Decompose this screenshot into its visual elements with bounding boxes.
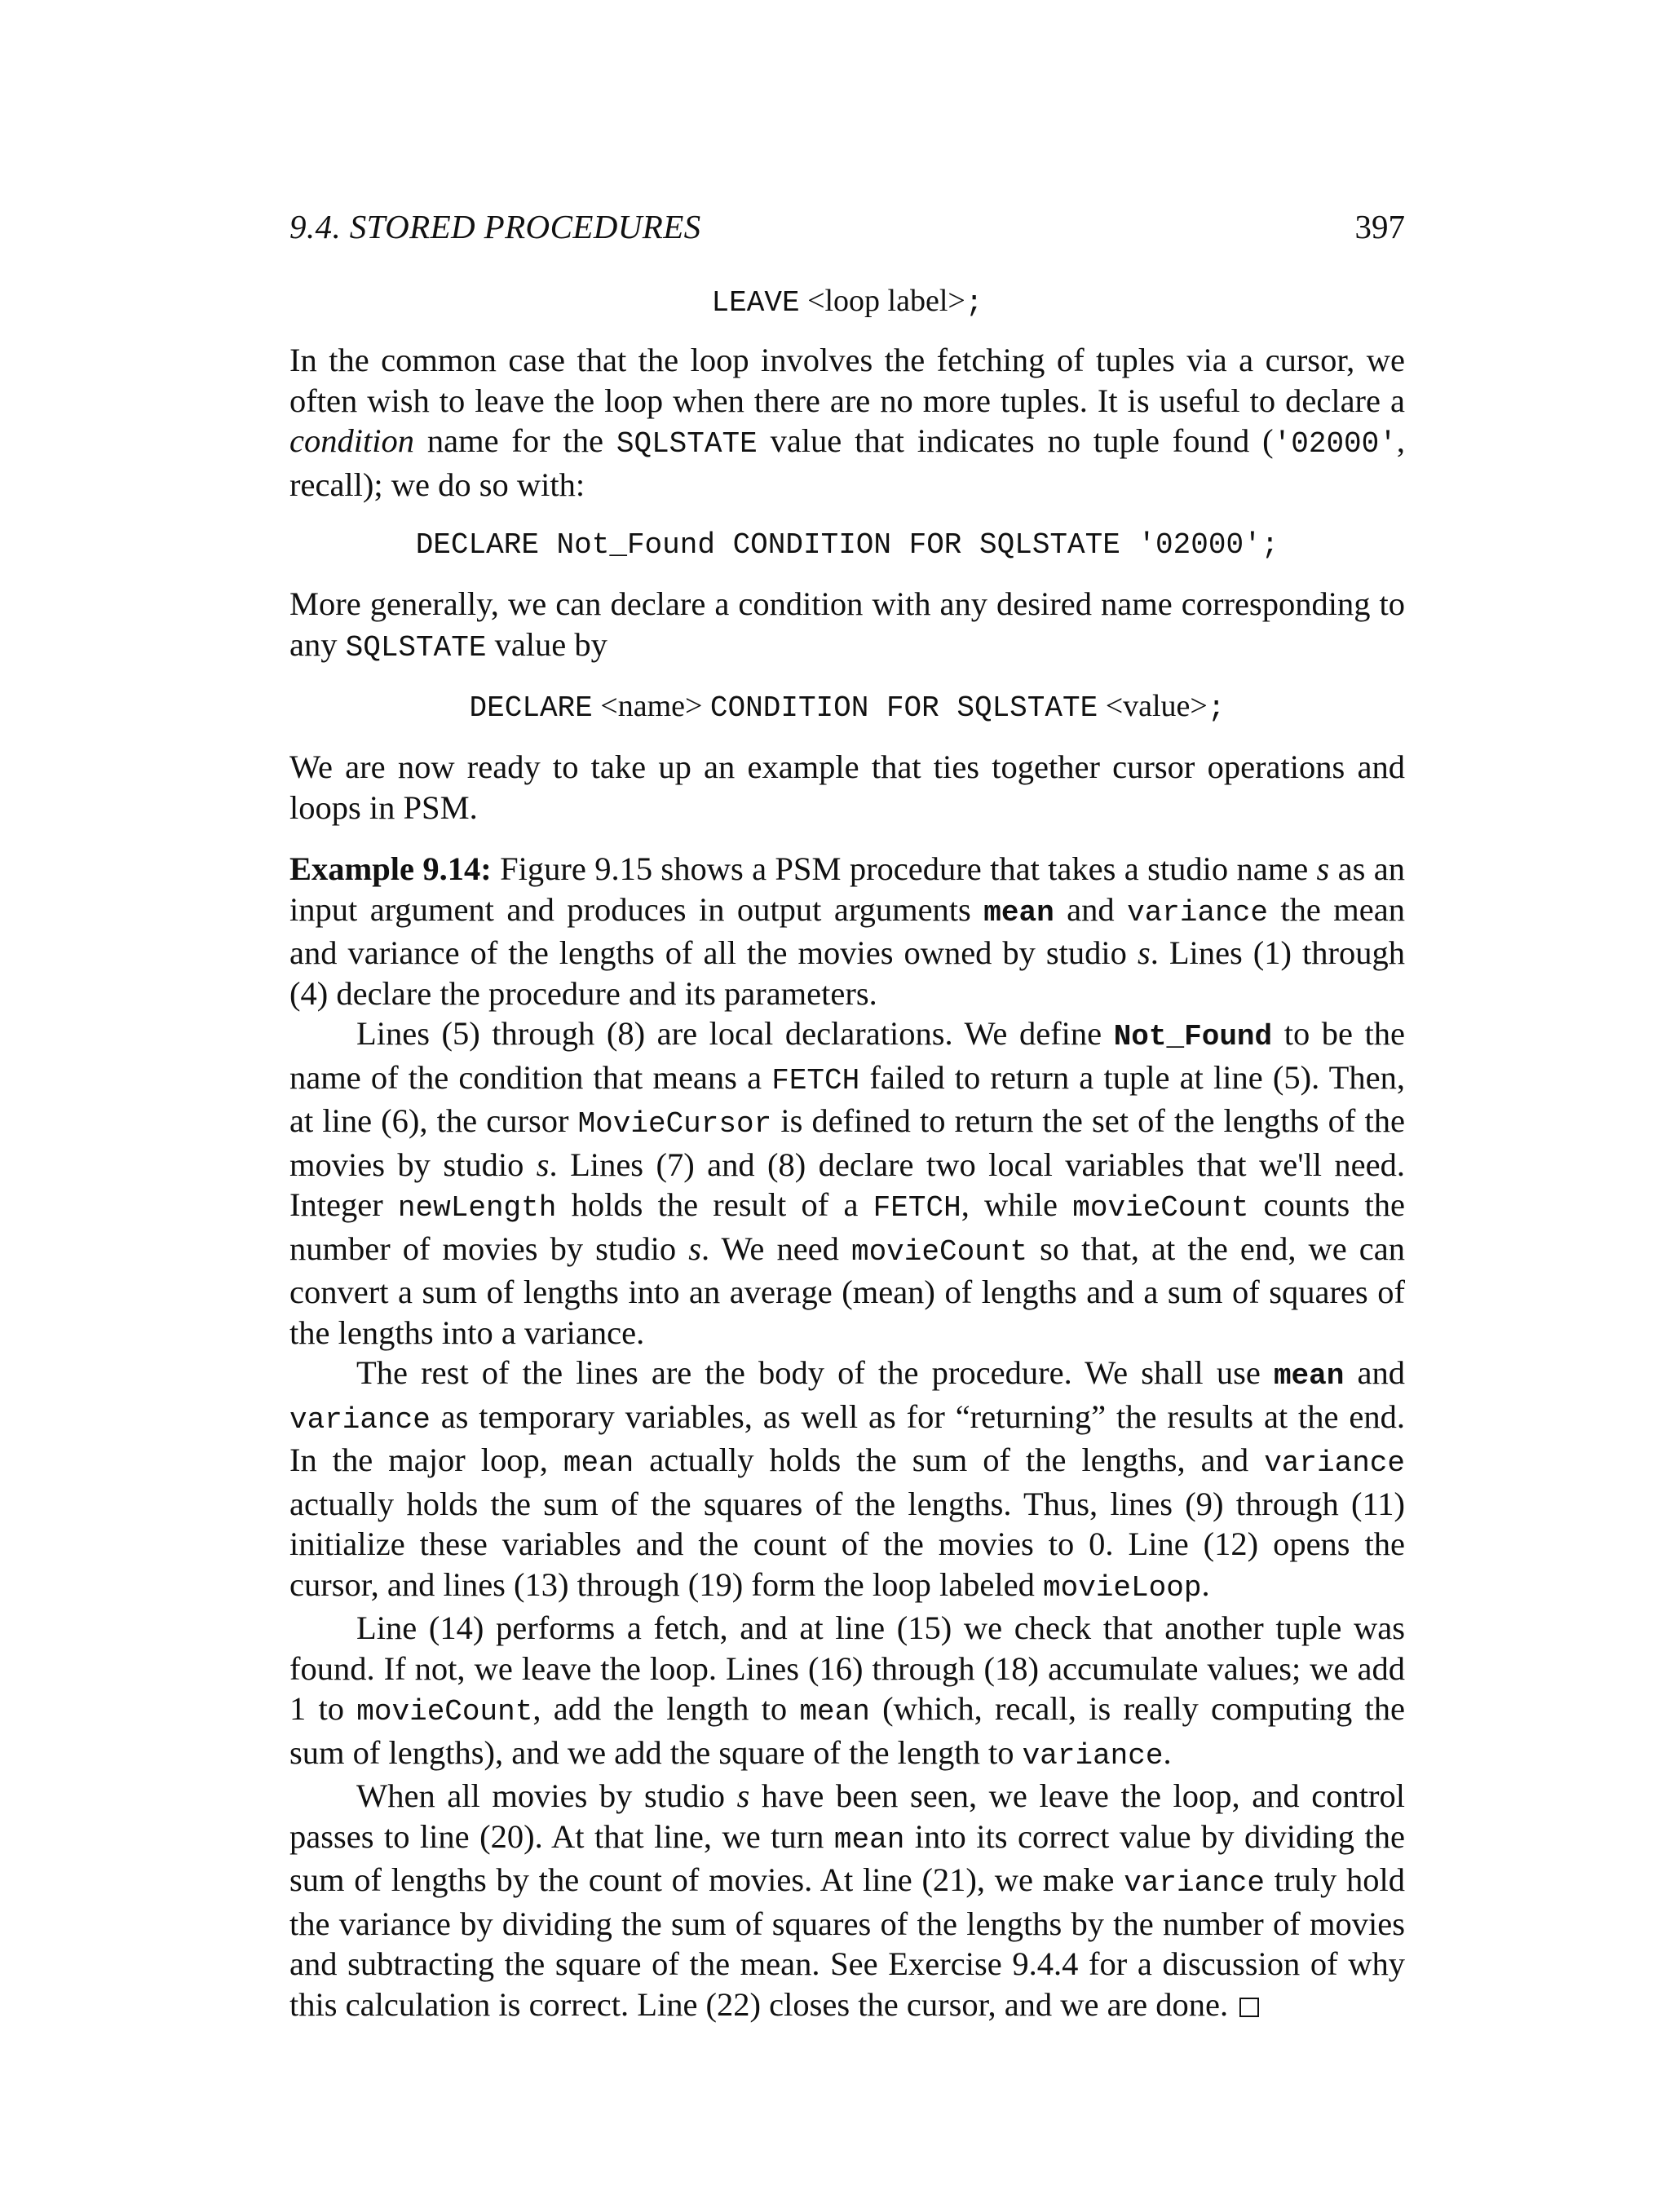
text-run: , recall); we do so with: [289, 422, 1405, 503]
text-run: Figure 9.15 shows a PSM procedure that takes a studio name [491, 850, 1317, 887]
code-term: mean [563, 1446, 634, 1480]
text-run: and [1344, 1354, 1405, 1391]
leave-statement-display [289, 280, 1405, 324]
code-term: movieLoop [1043, 1570, 1202, 1605]
code-term: FETCH [873, 1191, 961, 1225]
text-run: holds the result of a [556, 1186, 873, 1223]
paragraph-cursor-condition [289, 340, 1405, 505]
text-run: Line (14) performs a fetch, and at line (15) we check that another tuple was found. If not, we leave the loop. Lines (16) through (18) accumulate values; we add 1 to [289, 1609, 1405, 1727]
code-term: '02000' [1273, 427, 1397, 461]
statement-terminator: ; [965, 286, 983, 320]
code-term: newLength [397, 1191, 557, 1225]
text-run: have been seen, we leave the loop, and control passes to line (20). At that line, we turn [289, 1777, 1405, 1855]
text-run: truly hold the variance by dividing the sum of squares of the lengths by the number of movies and subtracting the square of the mean. See Exercise 9.4.4 for a discussion of why this calculation is correct. Line (22) closes the cursor, and we are done. [289, 1861, 1405, 2023]
text-run: actually holds the sum of the squares of the lengths. Thus, lines (9) through (11) initialize these variables and the count of the movies to 0. Line (12) opens the cursor, and lines (13) through (19) form the loop labeled [289, 1485, 1405, 1603]
code-term: movieCount [850, 1234, 1028, 1269]
text-run: Lines (5) through (8) are local declarations. We define [356, 1015, 1114, 1052]
variable-s: s [1137, 934, 1151, 971]
code-term: variance [1022, 1738, 1164, 1773]
loop-label-placeholder: <loop label> [799, 284, 965, 318]
leave-keyword: LEAVE [711, 286, 800, 320]
code-term: variance [289, 1402, 431, 1437]
text-run: The rest of the lines are the body of the procedure. We shall use [356, 1354, 1274, 1391]
statement-terminator: ; [1207, 691, 1226, 725]
code-term: movieCount [1072, 1191, 1249, 1225]
code-term: MovieCursor [577, 1107, 772, 1141]
paragraph-fetch [289, 1608, 1405, 1776]
page-number: 397 [1354, 208, 1405, 245]
code-term: Not_Found [1113, 1020, 1273, 1053]
text-run: (which, recall, is really computing the sum of lengths), and we add the square of the length to [289, 1690, 1405, 1771]
text-run: to be the name of the condition that means a [289, 1015, 1405, 1096]
text-run: counts the number of movies by studio [289, 1186, 1406, 1267]
text-run: More generally, we can declare a condition with any desired name corresponding to any [289, 585, 1405, 663]
text-run: , while [961, 1186, 1073, 1223]
declare-notfound-display [289, 523, 1405, 566]
code-term: FETCH [771, 1063, 860, 1097]
code-term: variance [1127, 895, 1268, 929]
running-head [289, 204, 1405, 249]
code-term: mean [833, 1822, 905, 1857]
text-run: . [1201, 1565, 1210, 1603]
text-run: name for the [413, 422, 616, 459]
text-run: failed to return a tuple at line (5). Then, at line (6), the cursor [289, 1058, 1405, 1139]
text-run: as temporary variables, as well as for “returning” the results at the end. In the major loop, [289, 1397, 1405, 1478]
declare-notfound-code: DECLARE Not_Found CONDITION FOR SQLSTATE '02000'; [415, 528, 1279, 562]
variable-s: s [688, 1230, 701, 1267]
text-run: . Lines (7) and (8) declare two local variables that we'll need. Integer [289, 1146, 1405, 1223]
code-term: variance [1124, 1866, 1266, 1900]
declare-keyword: DECLARE [469, 691, 593, 725]
text-run: When all movies by studio [356, 1777, 737, 1814]
variable-s: s [536, 1146, 550, 1183]
text-run: as an input argument and produces in output arguments [289, 850, 1405, 928]
code-term: SQLSTATE [345, 630, 487, 664]
code-term: movieCount [356, 1695, 533, 1729]
paragraph-final [289, 1776, 1405, 2024]
text-run: into its correct value by dividing the sum of lengths by the count of movies. At line (21), we make [289, 1817, 1405, 1898]
text-run: and [1054, 890, 1128, 928]
text-run: . [1163, 1733, 1172, 1771]
paragraph-general-condition [289, 584, 1405, 668]
declare-generic-display [289, 686, 1405, 729]
condition-keywords: CONDITION FOR SQLSTATE [709, 691, 1098, 725]
text-run: , add the length to [532, 1690, 800, 1727]
qed-square-icon [1239, 1998, 1259, 2017]
text-run: . We need [701, 1230, 851, 1267]
text-run: is defined to return the set of the lengths of the movies by studio [289, 1102, 1405, 1183]
book-page [289, 204, 1405, 2024]
text-run: In the common case that the loop involves the fetching of tuples via a cursor, we often wish to leave the loop when there are no more tuples. It is useful to declare a [289, 342, 1405, 419]
variable-s: s [1316, 850, 1330, 887]
text-run: the mean and variance of the lengths of all the movies owned by studio [289, 890, 1406, 971]
example-paragraph [289, 849, 1405, 1013]
code-term: variance [1264, 1446, 1406, 1480]
code-term: SQLSTATE [616, 427, 758, 461]
text-run: actually holds the sum of the lengths, and [634, 1442, 1265, 1478]
code-term: mean [983, 895, 1054, 929]
paragraph-ready: We are now ready to take up an example that ties together cursor operations and loops in PSM. [289, 748, 1405, 826]
code-term: mean [1273, 1359, 1345, 1393]
example-label: Example 9.14: [289, 850, 492, 887]
text-run: value that indicates no tuple found ( [757, 422, 1274, 459]
value-placeholder: <value> [1098, 689, 1208, 723]
text-run: so that, at the end, we can convert a sum of lengths into an average (mean) of lengths and a sum of squares of the lengths into a variance. [289, 1230, 1405, 1351]
code-term: mean [799, 1695, 870, 1729]
text-run: . Lines (1) through (4) declare the procedure and its parameters. [289, 934, 1406, 1012]
paragraph-procedure-body [289, 1353, 1405, 1608]
paragraph-local-declarations [289, 1013, 1405, 1353]
section-title: 9.4. STORED PROCEDURES [289, 208, 701, 245]
name-placeholder: <name> [592, 689, 710, 723]
variable-s: s [736, 1777, 750, 1814]
text-run: value by [486, 625, 607, 663]
emphasis-term: condition [289, 422, 414, 459]
